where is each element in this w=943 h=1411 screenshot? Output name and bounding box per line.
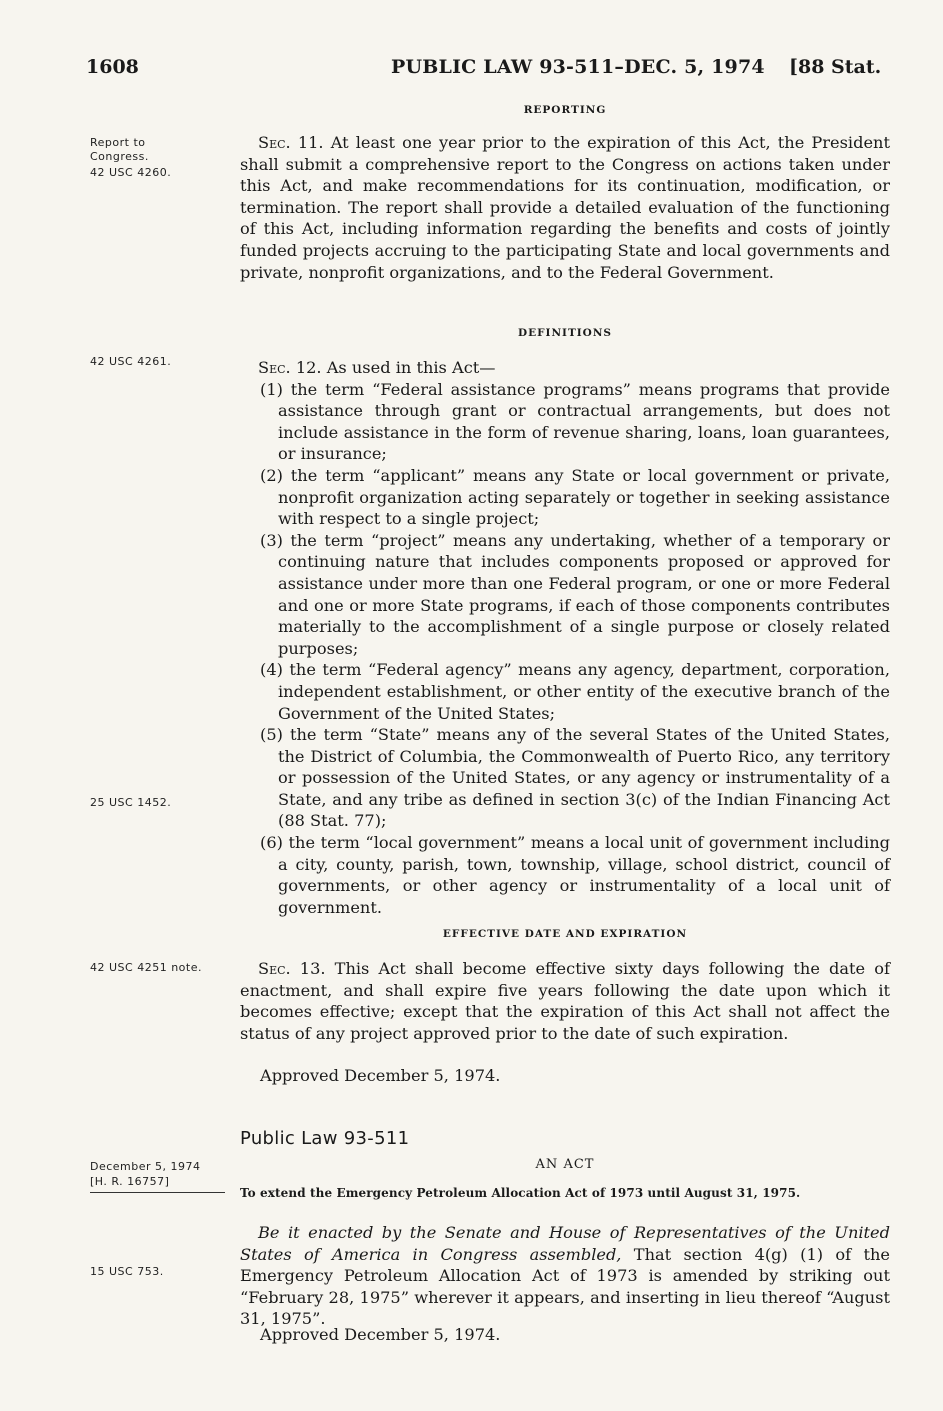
enacting-clause <box>240 1222 890 1330</box>
page-header <box>86 56 906 86</box>
margin-note-usc-4260: 42 USC 4260. <box>90 166 172 179</box>
margin-note-report: Report to Congress. <box>90 136 149 163</box>
definition-5: (5) the term “State” means any of the several States of the United States, the District of Columbia, the Commonwealth of Puerto Rico, any territory or possession of the United States, or any agency or instrumentality of a State, and any tribe as defined in section 3(c) of the Indian Financing Act (88 Stat. 77); <box>260 725 890 831</box>
approved-date-1: Approved December 5, 1974. <box>260 1066 501 1085</box>
public-law-title: Public Law 93-511 <box>240 1128 410 1149</box>
section-13-paragraph <box>240 958 890 1044</box>
section-11-label: Sec. 11. <box>258 133 324 152</box>
margin-note-usc-753: 15 USC 753. <box>90 1265 164 1278</box>
definitions-heading: DEFINITIONS <box>517 327 613 339</box>
section-13-text: This Act shall become effective sixty days following the date of enactment, and shall expire five years following the date upon which it becomes effective; except that the expiration of this Act shall not affect the status of any project approved prior to the date of such expiration. <box>240 959 890 1043</box>
section-13 <box>240 958 890 1044</box>
section-11-paragraph <box>240 132 890 283</box>
section-12-intro-text: As used in this Act— <box>326 358 496 377</box>
an-act-heading: AN ACT <box>535 1157 595 1172</box>
margin-note-usc-1452: 25 USC 1452. <box>90 796 172 809</box>
margin-note-hr: [H. R. 16757] <box>90 1175 170 1188</box>
section-12-label: Sec. 12. <box>258 358 322 377</box>
definition-6: (6) the term “local government” means a local unit of government including a city, county, parish, town, township, village, school district, council of governments, or other agency or instrumentality of a local unit of government. <box>260 833 890 917</box>
section-11-text: At least one year prior to the expiration of this Act, the President shall submit a comprehensive report to the Congress on actions taken under this Act, and make recommendations for its continuation, modification, or termination. The report shall provide a detailed evaluation of the functioning of this Act, including information regarding the benefits and costs of jointly funded projects accruing to the participating State and local governments and private, nonprofit organizations, and to the Federal Government. <box>240 133 890 282</box>
approved-date-2: Approved December 5, 1974. <box>260 1325 501 1344</box>
margin-note-date: December 5, 1974 <box>90 1160 201 1173</box>
effective-date-heading: EFFECTIVE DATE AND EXPIRATION <box>442 928 688 940</box>
section-12 <box>240 357 890 918</box>
page-number: 1608 <box>86 56 139 78</box>
section-12-intro <box>240 357 890 379</box>
enacting-paragraph <box>240 1222 890 1330</box>
definition-3: (3) the term “project” means any undertaking, whether of a temporary or continuing nature that includes components proposed or approved for assistance under more than one Federal program, or one or more Federal and one or more State programs, if each of those components contributes materially to the accomplishment of a single purpose or closely related purposes; <box>260 530 890 658</box>
enacting-italic: Be it enacted by the Senate and House of Representatives of the United States of America in Congress assembled, <box>240 1223 890 1264</box>
margin-rule <box>90 1192 225 1193</box>
act-purpose: To extend the Emergency Petroleum Allocation Act of 1973 until August 31, 1975. <box>240 1186 801 1200</box>
definition-1: (1) the term “Federal assistance programs” means programs that provide assistance through grant or contractual arrangements, but does not include assistance in the form of revenue sharing, loans, loan guarantees, or insurance; <box>260 379 890 464</box>
margin-note-usc-4251: 42 USC 4251 note. <box>90 961 202 974</box>
reporting-heading: REPORTING <box>523 104 607 116</box>
definition-4: (4) the term “Federal agency” means any agency, department, corporation, independent establishment, or other entity of the executive branch of the Government of the United States; <box>260 660 890 723</box>
section-13-label: Sec. 13. <box>258 959 326 978</box>
running-title: PUBLIC LAW 93-511–DEC. 5, 1974 <box>391 56 765 78</box>
enacting-text: That section 4(g) (1) of the Emergency Petroleum Allocation Act of 1973 is amended by striking out “February 28, 1975” wherever it appears, and inserting in lieu thereof “August 31, 1975”. <box>240 1244 890 1329</box>
statute-reference: [88 Stat. <box>789 56 882 78</box>
section-11 <box>240 132 890 283</box>
margin-note-usc-4261: 42 USC 4261. <box>90 355 172 368</box>
definition-2: (2) the term “applicant” means any State or local government or private, nonprofit organization acting separately or together in seeking assistance with respect to a single project; <box>260 465 890 529</box>
